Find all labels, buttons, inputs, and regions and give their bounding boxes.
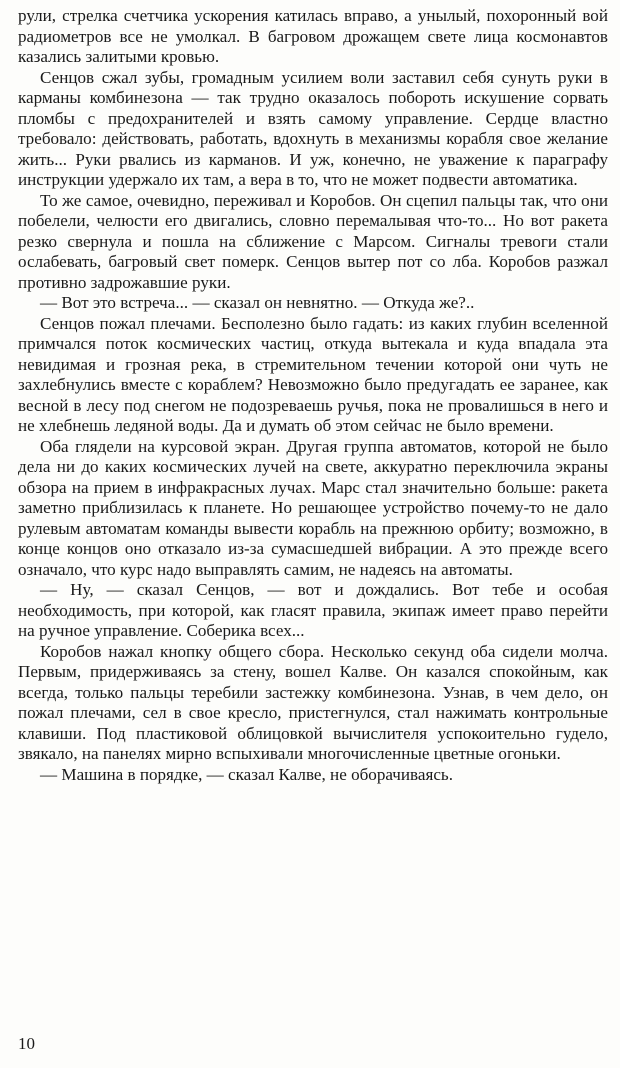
paragraph: Коробов нажал кнопку общего сбора. Несколько секунд оба сидели молча. Первым, придерживаясь за стену, вошел Калве. Он казался спокойным, как всегда, только пальцы теребили застежку комбинезона. Узнав, в чем дело, он пожал плечами, сел в свое кресло, пристегнулся, стал нажимать контрольные клавиши. Под пластиковой облицовкой вычислителя успокоительно гудело, звякало, на панелях мирно вспыхивали многочисленные цветные огоньки.	[18, 641, 608, 763]
page-number: 10	[18, 1034, 35, 1053]
paragraph: Сенцов пожал плечами. Бесполезно было гадать: из каких глубин вселенной примчался поток космических частиц, откуда вытекала и куда впадала эта невидимая и грозная река, в стремительном течении которой они чуть не захлебнулись вместе с кораблем? Невозможно было предугадать ее заранее, как весной в лесу под снегом не подозреваешь ручья, пока не провалишься в него и не хлебнешь ледяной воды. Да и думать об этом сейчас не было времени.	[18, 313, 608, 435]
paragraph: Сенцов сжал зубы, громадным усилием воли заставил себя сунуть руки в карманы комбинезона — так трудно оказалось побороть искушение сорвать пломбы с предохранителей и взять самому управление. Сердце властно требовало: действовать, работать, вдохнуть в механизмы корабля свое желание жить... Руки рвались из карманов. И уж, конечно, не уважение к параграфу инструкции удержало их там, а вера в то, что не может подвести автоматика.	[18, 67, 608, 189]
paragraph: — Вот это встреча... — сказал он невнятно. — Откуда же?..	[40, 293, 475, 312]
paragraph: рули, стрелка счетчика ускорения катилась вправо, а унылый, похоронный вой радиометров все не умолкал. В багровом дрожащем свете лица космонавтов казались залитыми кровью.	[18, 6, 608, 66]
paragraph: То же самое, очевидно, переживал и Коробов. Он сцепил пальцы так, что они побелели, челюсти его двигались, словно перемалывая что-то... Но вот ракета резко свернула и пошла на сближение с Марсом. Сигналы тревоги стали ослабевать, багровый свет померк. Сенцов вытер пот со лба. Коробов разжал противно задрожавшие руки.	[18, 190, 608, 292]
paragraph: Оба глядели на курсовой экран. Другая группа автоматов, которой не было дела ни до каких космических лучей на свете, аккуратно переключила экраны обзора на прием в инфракрасных лучах. Марс стал значительно больше: ракета заметно приблизилась к планете. Но решающее устройство почему-то не дало рулевым автоматам команды вывести корабль на прежнюю орбиту; возможно, в конце концов оно отказало из-за сумасшедшей вибрации. А это прежде всего означало, что курс надо выправлять самим, не надеясь на автоматы.	[18, 436, 608, 579]
body-text	[18, 6, 608, 785]
paragraph: — Ну, — сказал Сенцов, — вот и дождались. Вот тебе и особая необходимость, при которой, как гласят правила, экипаж имеет право перейти на ручное управление. Соберика всех...	[18, 580, 608, 640]
paragraph: — Машина в порядке, — сказал Калве, не оборачиваясь.	[40, 764, 454, 784]
